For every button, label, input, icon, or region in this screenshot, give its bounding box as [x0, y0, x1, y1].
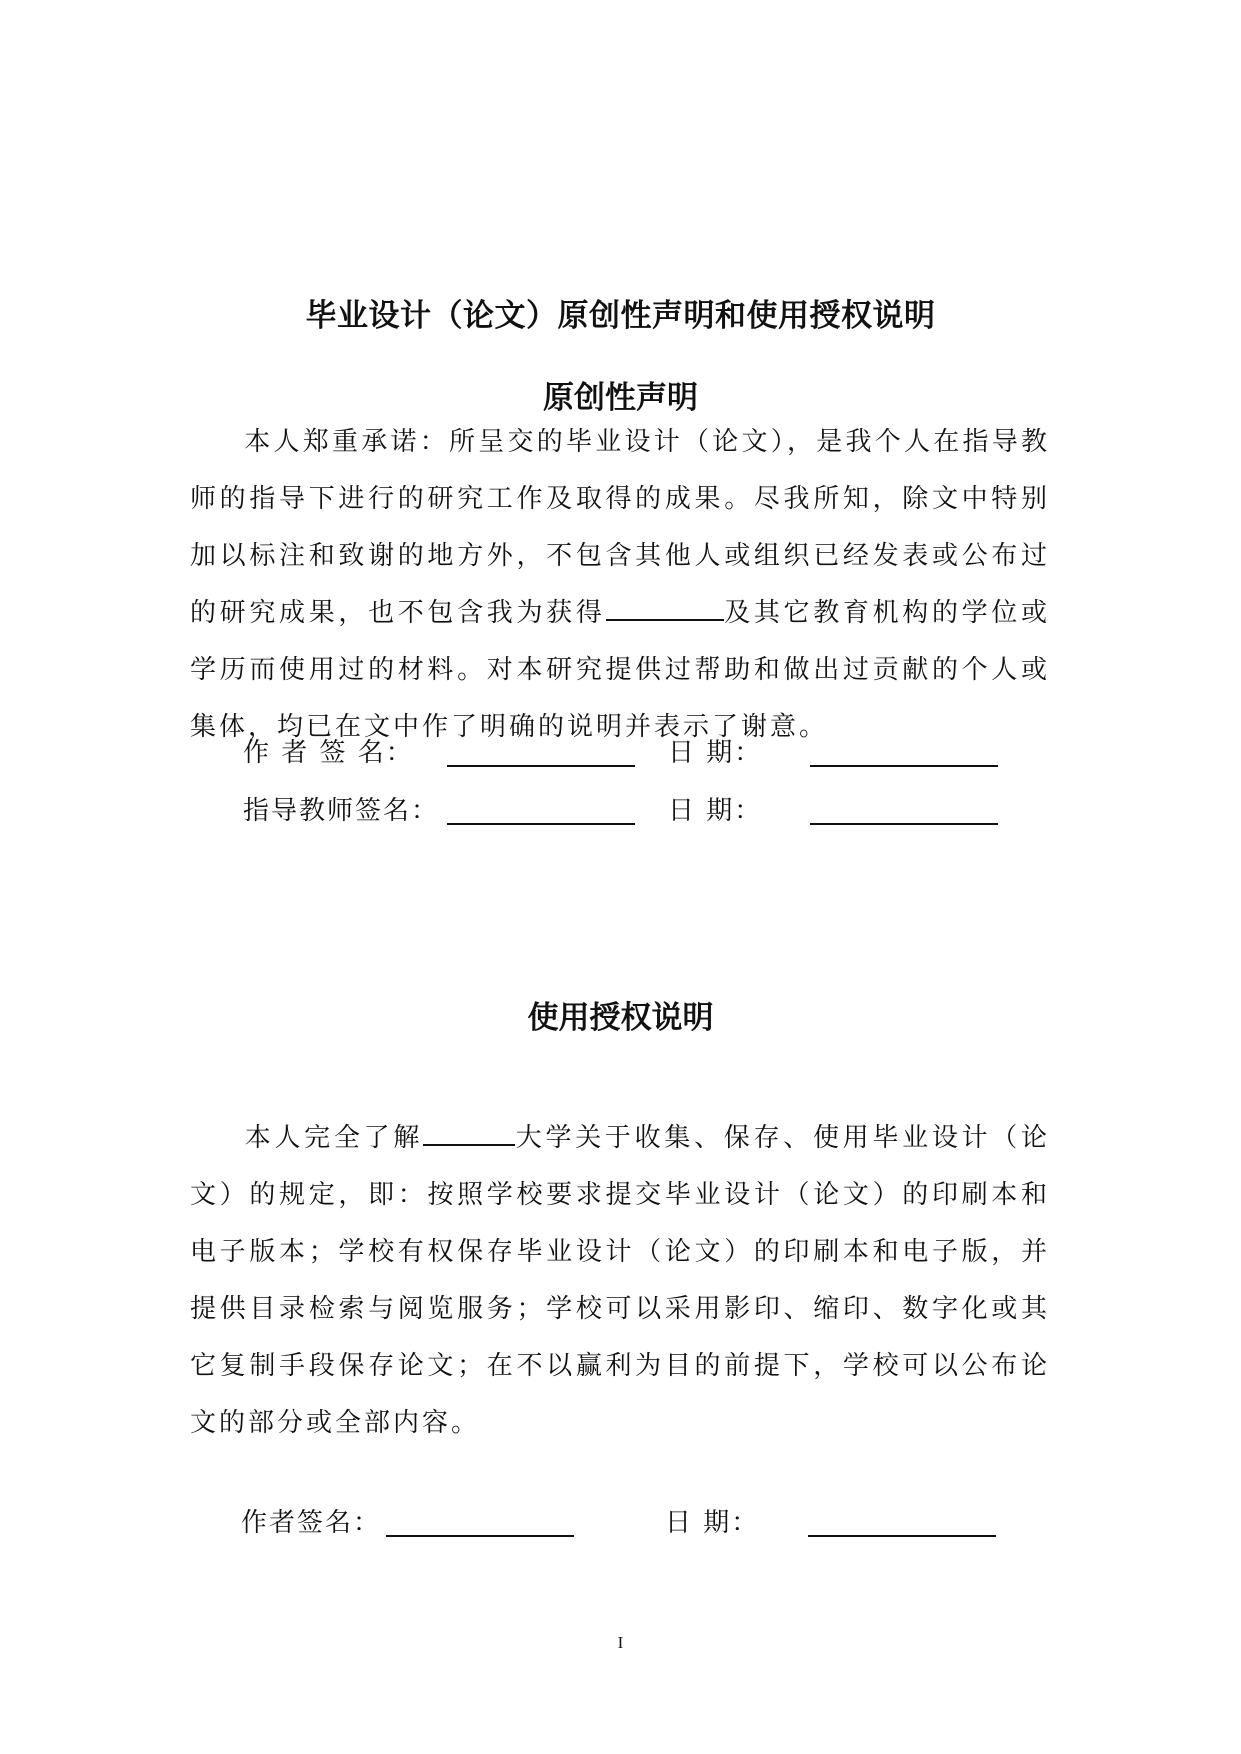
author-sign-field-2[interactable] [386, 1535, 574, 1537]
author-sign-field[interactable] [447, 765, 635, 767]
author-date-field[interactable] [810, 765, 998, 767]
page-title: 毕业设计（论文）原创性声明和使用授权说明 [305, 298, 936, 334]
page-number: I [617, 1633, 624, 1652]
authorization-paragraph [190, 1110, 1050, 1452]
advisor-date-field[interactable] [810, 823, 998, 825]
authorization-section-title: 使用授权说明 [527, 1000, 714, 1036]
originality-text-part-2: 及其它教育机构的学位或学历而使用过的材料。对本研究提供过帮助和做出过贡献的个人或集体，均已在文中作了明确的说明并表示了谢意。 [190, 598, 1050, 742]
university-blank [423, 1118, 515, 1146]
authorization-text-part-1: 本人完全了解 [244, 1123, 424, 1153]
originality-paragraph [190, 414, 1050, 756]
authorization-date-label: 日 期： [665, 1508, 760, 1538]
advisor-sign-label: 指导教师签名： [243, 796, 440, 826]
author-date-label: 日 期： [668, 738, 763, 768]
advisor-sign-field[interactable] [447, 823, 635, 825]
authorization-date-field[interactable] [808, 1535, 996, 1537]
author-sign-label-2: 作者签名： [241, 1508, 382, 1538]
authorization-text-part-2: 大学关于收集、保存、使用毕业设计（论文）的规定，即：按照学校要求提交毕业设计（论文）的印刷本和电子版本；学校有权保存毕业设计（论文）的印刷本和电子版，并提供目录检索与阅览服务；学校可以采用影印、缩印、数字化或其它复制手段保存论文；在不以赢利为目的前提下，学校可以公布论文的部分或全部内容。 [190, 1123, 1050, 1438]
originality-section-title: 原创性声明 [543, 380, 698, 416]
institution-blank [606, 593, 724, 621]
originality-text-part-1: 本人郑重承诺：所呈交的毕业设计（论文），是我个人在指导教师的指导下进行的研究工作及取得的成果。尽我所知，除文中特别加以标注和致谢的地方外，不包含其他人或组织已经发表或公布过的研究成果，也不包含我为获得 [190, 427, 1050, 628]
author-sign-label: 作 者 签 名： [243, 738, 414, 768]
advisor-date-label: 日 期： [668, 796, 763, 826]
